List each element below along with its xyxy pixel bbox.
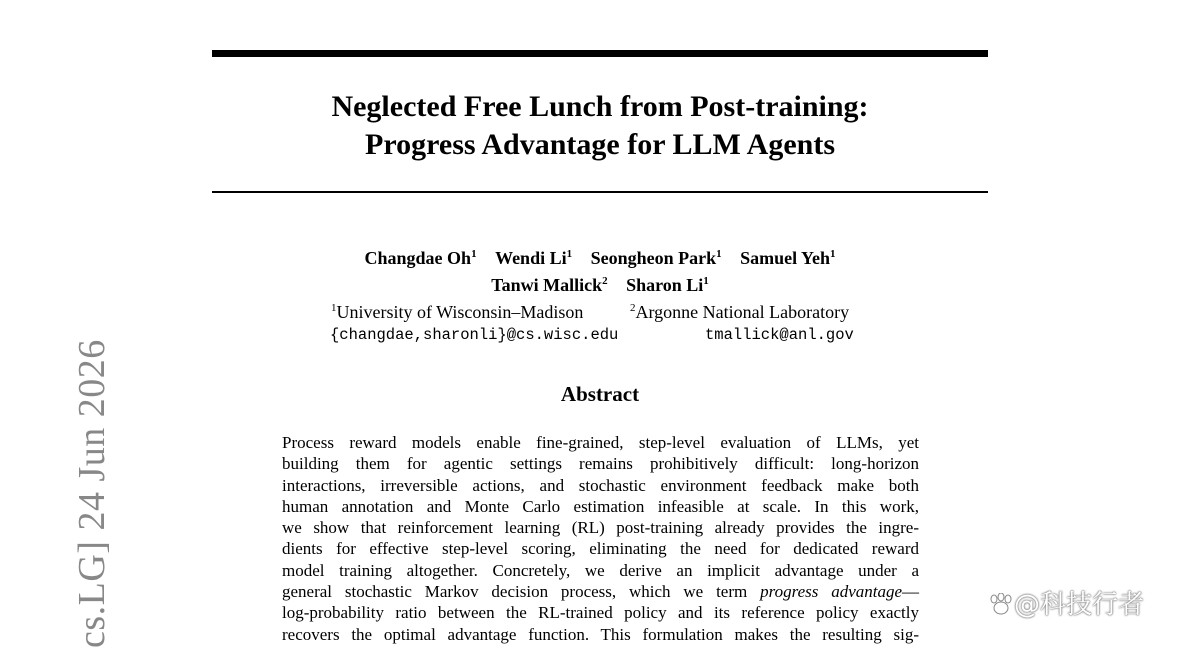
- affiliation-1: $^1$University of Wisconsin–Madison: [331, 302, 584, 322]
- author: Sharon Li$^1$: [626, 275, 709, 295]
- abstract-line: building them for agentic settings remains prohibitively difficult: long-horizon: [282, 454, 919, 474]
- author: Changdae Oh$^1$: [364, 248, 477, 268]
- title-top-rule: [212, 50, 988, 57]
- abstract-heading: Abstract: [560, 382, 640, 406]
- affiliation-2: $^2$Argonne National Laboratory: [630, 302, 850, 322]
- title-line-1: Neglected Free Lunch from Post-training:: [331, 90, 869, 123]
- author: Seongheon Park$^1$: [590, 248, 722, 268]
- abstract-line: dients for effective step-level scoring, eliminating the need for dedicated reward: [282, 539, 919, 559]
- title-bottom-rule: [212, 191, 988, 193]
- abstract-line: Process reward models enable fine-grained, step-level evaluation of LLMs, yet: [282, 433, 919, 452]
- paper-title: [212, 88, 988, 164]
- email-2: tmallick@anl.gov: [705, 326, 854, 344]
- abstract-line: general stochastic Markov decision process, which we term progress advantage—: [282, 582, 920, 602]
- abstract-body: [282, 432, 919, 645]
- progress-advantage-term: progress advantage: [760, 582, 903, 602]
- paw-icon: [988, 590, 1014, 612]
- title-line-2: Progress Advantage for LLM Agents: [365, 128, 835, 161]
- abstract-line: interactions, irreversible actions, and stochastic environment feedback make both: [282, 475, 919, 495]
- watermark: [988, 588, 1144, 622]
- authors-row-1: [212, 245, 988, 272]
- arxiv-sidebar-stamp: cs.LG] 24 Jun 2026: [71, 339, 113, 648]
- email-1: {changdae,sharonli}@cs.wisc.edu: [330, 326, 619, 344]
- abstract-line: recovers the optimal advantage function. This formulation makes the resulting sig-: [282, 624, 919, 644]
- authors-row-2: [212, 272, 988, 299]
- author: Tanwi Mallick$^2$: [491, 275, 608, 295]
- abstract-line: we show that reinforcement learning (RL) post-training already provides the ingre-: [282, 518, 919, 538]
- abstract-line: human annotation and Monte Carlo estimation infeasible at scale. In this work,: [282, 496, 919, 516]
- abstract-line: log-probability ratio between the RL-trained policy and its reference policy exactly: [282, 603, 919, 623]
- watermark-text: @科技行者: [1014, 590, 1145, 620]
- author: Samuel Yeh$^1$: [740, 248, 836, 268]
- abstract-line: model training altogether. Concretely, we derive an implicit advantage under a: [282, 560, 919, 580]
- author: Wendi Li$^1$: [495, 248, 573, 268]
